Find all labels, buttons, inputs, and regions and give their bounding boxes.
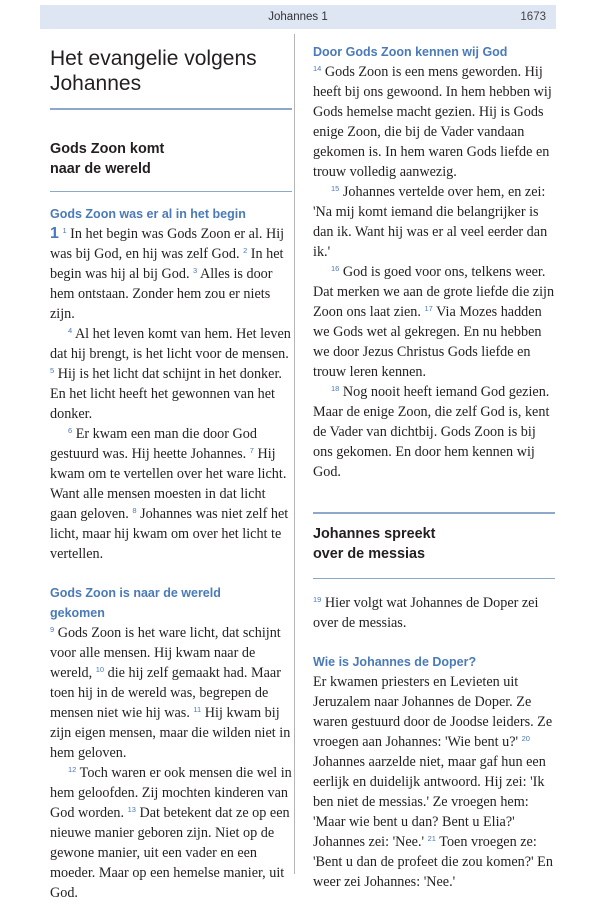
verse-11: Hij kwam bij zijn eigen mensen, maar die wilden niet in hem geloven. [50,705,291,761]
verse-14: Gods Zoon is een mens geworden. Hij heeft bij ons gewoond. In hem hebben wij Gods hemelse macht gezien. Hij is Gods enige Zoon, die bij de Vader vandaan gekomen is. In hem waren Gods liefde en trouw volledig aanwezig. [313,64,552,180]
section-rule [313,512,555,514]
verse-9: Gods Zoon is het ware licht, dat schijnt voor alle mensen. Hij kwam naar de wereld, [50,625,281,681]
left-column [50,42,292,903]
section-title-gods-zoon-komt [50,139,292,179]
verse-number: 18 [331,384,340,393]
verse-number: 3 [193,266,198,275]
verse-number: 16 [331,264,340,273]
verse-number: 5 [50,366,55,375]
verse-2: In het begin was hij al bij God. [50,246,284,282]
column-divider [294,34,295,874]
paragraph-v15 [313,182,555,262]
verse-5: Hij is het licht dat schijnt in het donker. En het licht heeft het gewonnen van het donker. [50,366,282,422]
page-number: 1673 [520,11,546,23]
subheading-in-het-begin: Gods Zoon was er al in het begin [50,207,246,221]
verse-19: Hier volgt wat Johannes de Doper zei over de messias. [313,595,539,631]
section-title-line1: Gods Zoon komt [50,140,165,157]
verse-19-continued: Er kwamen priesters en Levieten uit Jeruzalem naar Johannes de Doper. Ze waren gestuurd door de Joodse leiders. Ze vroegen aan Johannes: 'Wie bent u?' [313,674,553,750]
verse-18: Nog nooit heeft iemand God gezien. Maar de enige Zoon, die zelf God is, kent de Vader van dichtbij. Gods Zoon is bij ons gekomen. En door hem kennen wij God. [313,384,550,480]
subheading-wie-is-johannes: Wie is Johannes de Doper? [313,655,477,669]
verse-number: 17 [424,304,433,313]
section-title-line1: Johannes spreekt [313,525,436,542]
section-title-line2: naar de wereld [50,160,151,177]
subheading-line1: Gods Zoon is naar de wereld [50,586,221,600]
paragraph-v19 [313,593,555,633]
verse-8: Johannes was niet zelf het licht, maar hij kwam om over het licht te vertellen. [50,506,289,562]
paragraph-v6-8 [50,424,292,564]
verse-number: 19 [313,595,322,604]
verse-number: 2 [243,246,248,255]
verse-number: 6 [68,426,73,435]
verse-17: Via Mozes hadden we Gods wet al gekregen. En nu hebben we door Jezus Christus Gods liefde en trouw leren kennen. [313,304,542,380]
verse-3: Alles is door hem ontstaan. Zonder hem zou er niets zijn. [50,266,273,322]
section-title-johannes-spreekt [313,524,555,564]
verse-16: God is goed voor ons, telkens weer. Dat merken we aan de grote liefde die zijn Zoon ons laat zien. [313,264,555,320]
verse-12: Toch waren er ook mensen die wel in hem geloofden. Zij mochten kinderen van God worden. [50,765,292,821]
verse-number: 12 [68,765,77,774]
verse-number: 8 [132,506,137,515]
paragraph-v19-21 [313,672,555,892]
paragraph-v14 [313,62,555,182]
verse-4: Al het leven komt van hem. Het leven dat hij brengt, is het licht voor de mensen. [50,326,291,362]
verse-number: 14 [313,64,322,73]
subheading-naar-de-wereld [50,583,292,623]
verse-number: 9 [50,625,55,634]
verse-number: 20 [521,734,530,743]
verse-number: 7 [249,446,254,455]
title-rule [50,108,292,110]
right-column [313,42,555,892]
verse-number: 13 [127,805,136,814]
verse-20: Johannes aarzelde niet, maar gaf hun een eerlijk en duidelijk antwoord. Hij zei: 'Ik ben niet de messias.' Ze vroegen hem: 'Maar wie bent u dan? Bent u Elia?' Johannes zei: 'Nee.' [313,754,546,850]
book-title [50,46,292,96]
paragraph-v12-13 [50,763,292,903]
book-title-line1: Het evangelie volgens [50,47,257,70]
section-rule [313,578,555,580]
paragraph-v18 [313,382,555,482]
paragraph-v4-5 [50,324,292,424]
subheading-line2: gekomen [50,606,105,620]
verse-number: 15 [331,184,340,193]
paragraph-v1-3 [50,224,292,324]
section-rule [50,191,292,193]
verse-7: Hij kwam om te vertellen over het ware licht. Want alle mensen moesten in dat licht gaan geloven. [50,446,287,522]
chapter-number: 1 [50,225,59,242]
verse-10: die hij zelf gemaakt had. Maar toen hij in de wereld was, begrepen de mensen niet wie hij was. [50,665,281,721]
verse-13: Dat betekent dat ze op een nieuwe manier geboren zijn. Niet op de gewone manier, uit een vader en een moeder. Maar op een hemelse manier, uit God. [50,805,290,901]
verse-6: Er kwam een man die door God gestuurd was. Hij heette Johannes. [50,426,257,462]
verse-1: In het begin was Gods Zoon er al. Hij was bij God, en hij was zelf God. [50,226,285,262]
subheading-kennen-wij-god: Door Gods Zoon kennen wij God [313,45,508,59]
verse-21: Toen vroegen ze: 'Bent u dan de profeet die zou komen?' En weer zei Johannes: 'Nee.' [313,834,553,890]
running-header-reference: Johannes 1 [268,11,328,23]
verse-number: 4 [68,326,73,335]
verse-number: 1 [62,226,67,235]
book-title-line2: Johannes [50,72,142,95]
verse-number: 11 [193,705,202,714]
verse-number: 21 [427,834,436,843]
verse-15: Johannes vertelde over hem, en zei: 'Na mij komt iemand die belangrijker is dan ik. Want hij was er al veel eerder dan ik.' [313,184,548,260]
paragraph-v9-11 [50,623,292,763]
verse-number: 10 [95,665,105,674]
section-title-line2: over de messias [313,545,425,562]
paragraph-v16-17 [313,262,555,382]
